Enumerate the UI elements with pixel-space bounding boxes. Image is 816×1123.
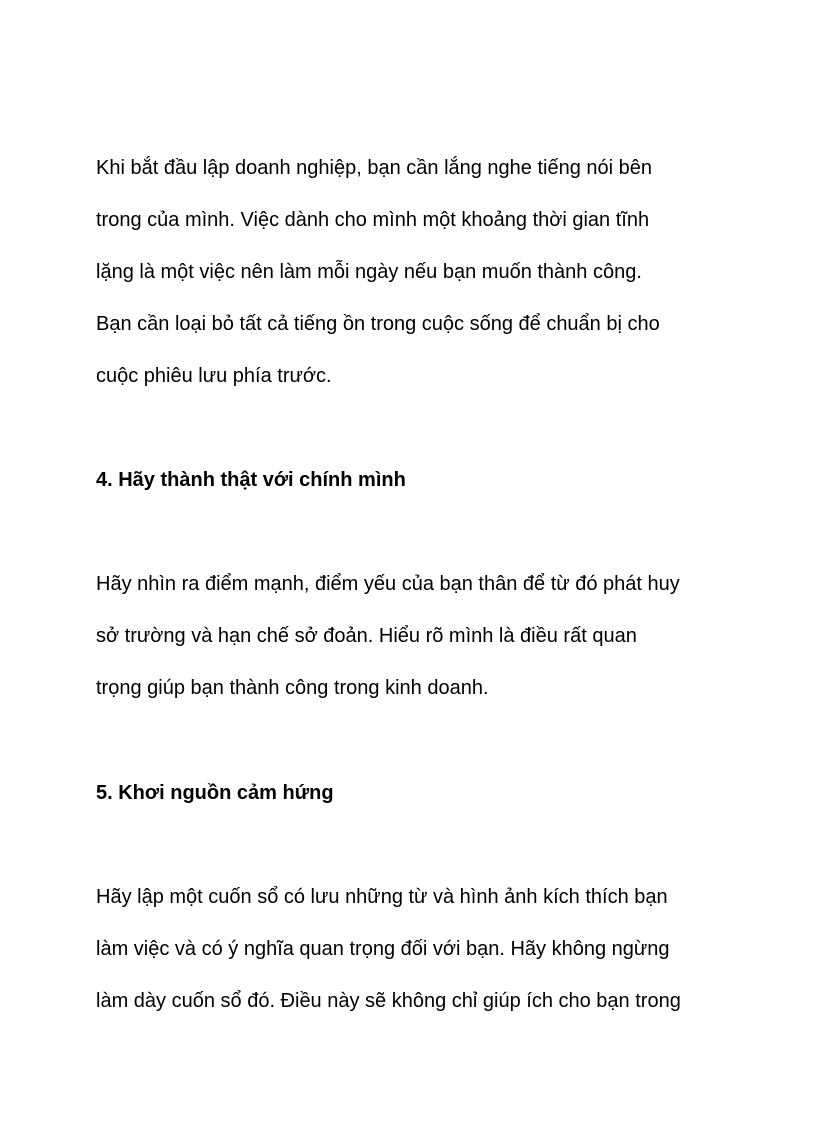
paragraph-line: Hãy lập một cuốn sổ có lưu những từ và hình ảnh kích thích bạn — [96, 886, 668, 908]
paragraph-be-honest — [96, 558, 736, 714]
section-heading-4 — [96, 454, 736, 506]
paragraph-line: trong của mình. Việc dành cho mình một khoảng thời gian tĩnh — [96, 209, 650, 231]
heading-text: 4. Hãy thành thật với chính mình — [96, 469, 406, 491]
paragraph-line: sở trường và hạn chế sở đoản. Hiểu rõ mình là điều rất quan — [96, 625, 637, 647]
paragraph-line: trọng giúp bạn thành công trong kinh doanh. — [96, 677, 489, 699]
paragraph-line: làm dày cuốn sổ đó. Điều này sẽ không chỉ giúp ích cho bạn trong — [96, 990, 681, 1012]
paragraph-line: Khi bắt đầu lập doanh nghiệp, bạn cần lắng nghe tiếng nói bên — [96, 157, 653, 179]
paragraph-line: lặng là một việc nên làm mỗi ngày nếu bạn muốn thành công. — [96, 261, 642, 283]
paragraph-line: cuộc phiêu lưu phía trước. — [96, 365, 332, 387]
paragraph-line: làm việc và có ý nghĩa quan trọng đối với bạn. Hãy không ngừng — [96, 938, 670, 960]
paragraph-line: Bạn cần loại bỏ tất cả tiếng ồn trong cuộc sống để chuẩn bị cho — [96, 313, 660, 335]
paragraph-inner-voice — [96, 142, 736, 402]
paragraph-line: Hãy nhìn ra điểm mạnh, điểm yếu của bạn thân để từ đó phát huy — [96, 573, 680, 595]
heading-text: 5. Khơi nguồn cảm hứng — [96, 782, 334, 804]
paragraph-inspiration — [96, 871, 736, 1027]
section-heading-5 — [96, 767, 736, 819]
